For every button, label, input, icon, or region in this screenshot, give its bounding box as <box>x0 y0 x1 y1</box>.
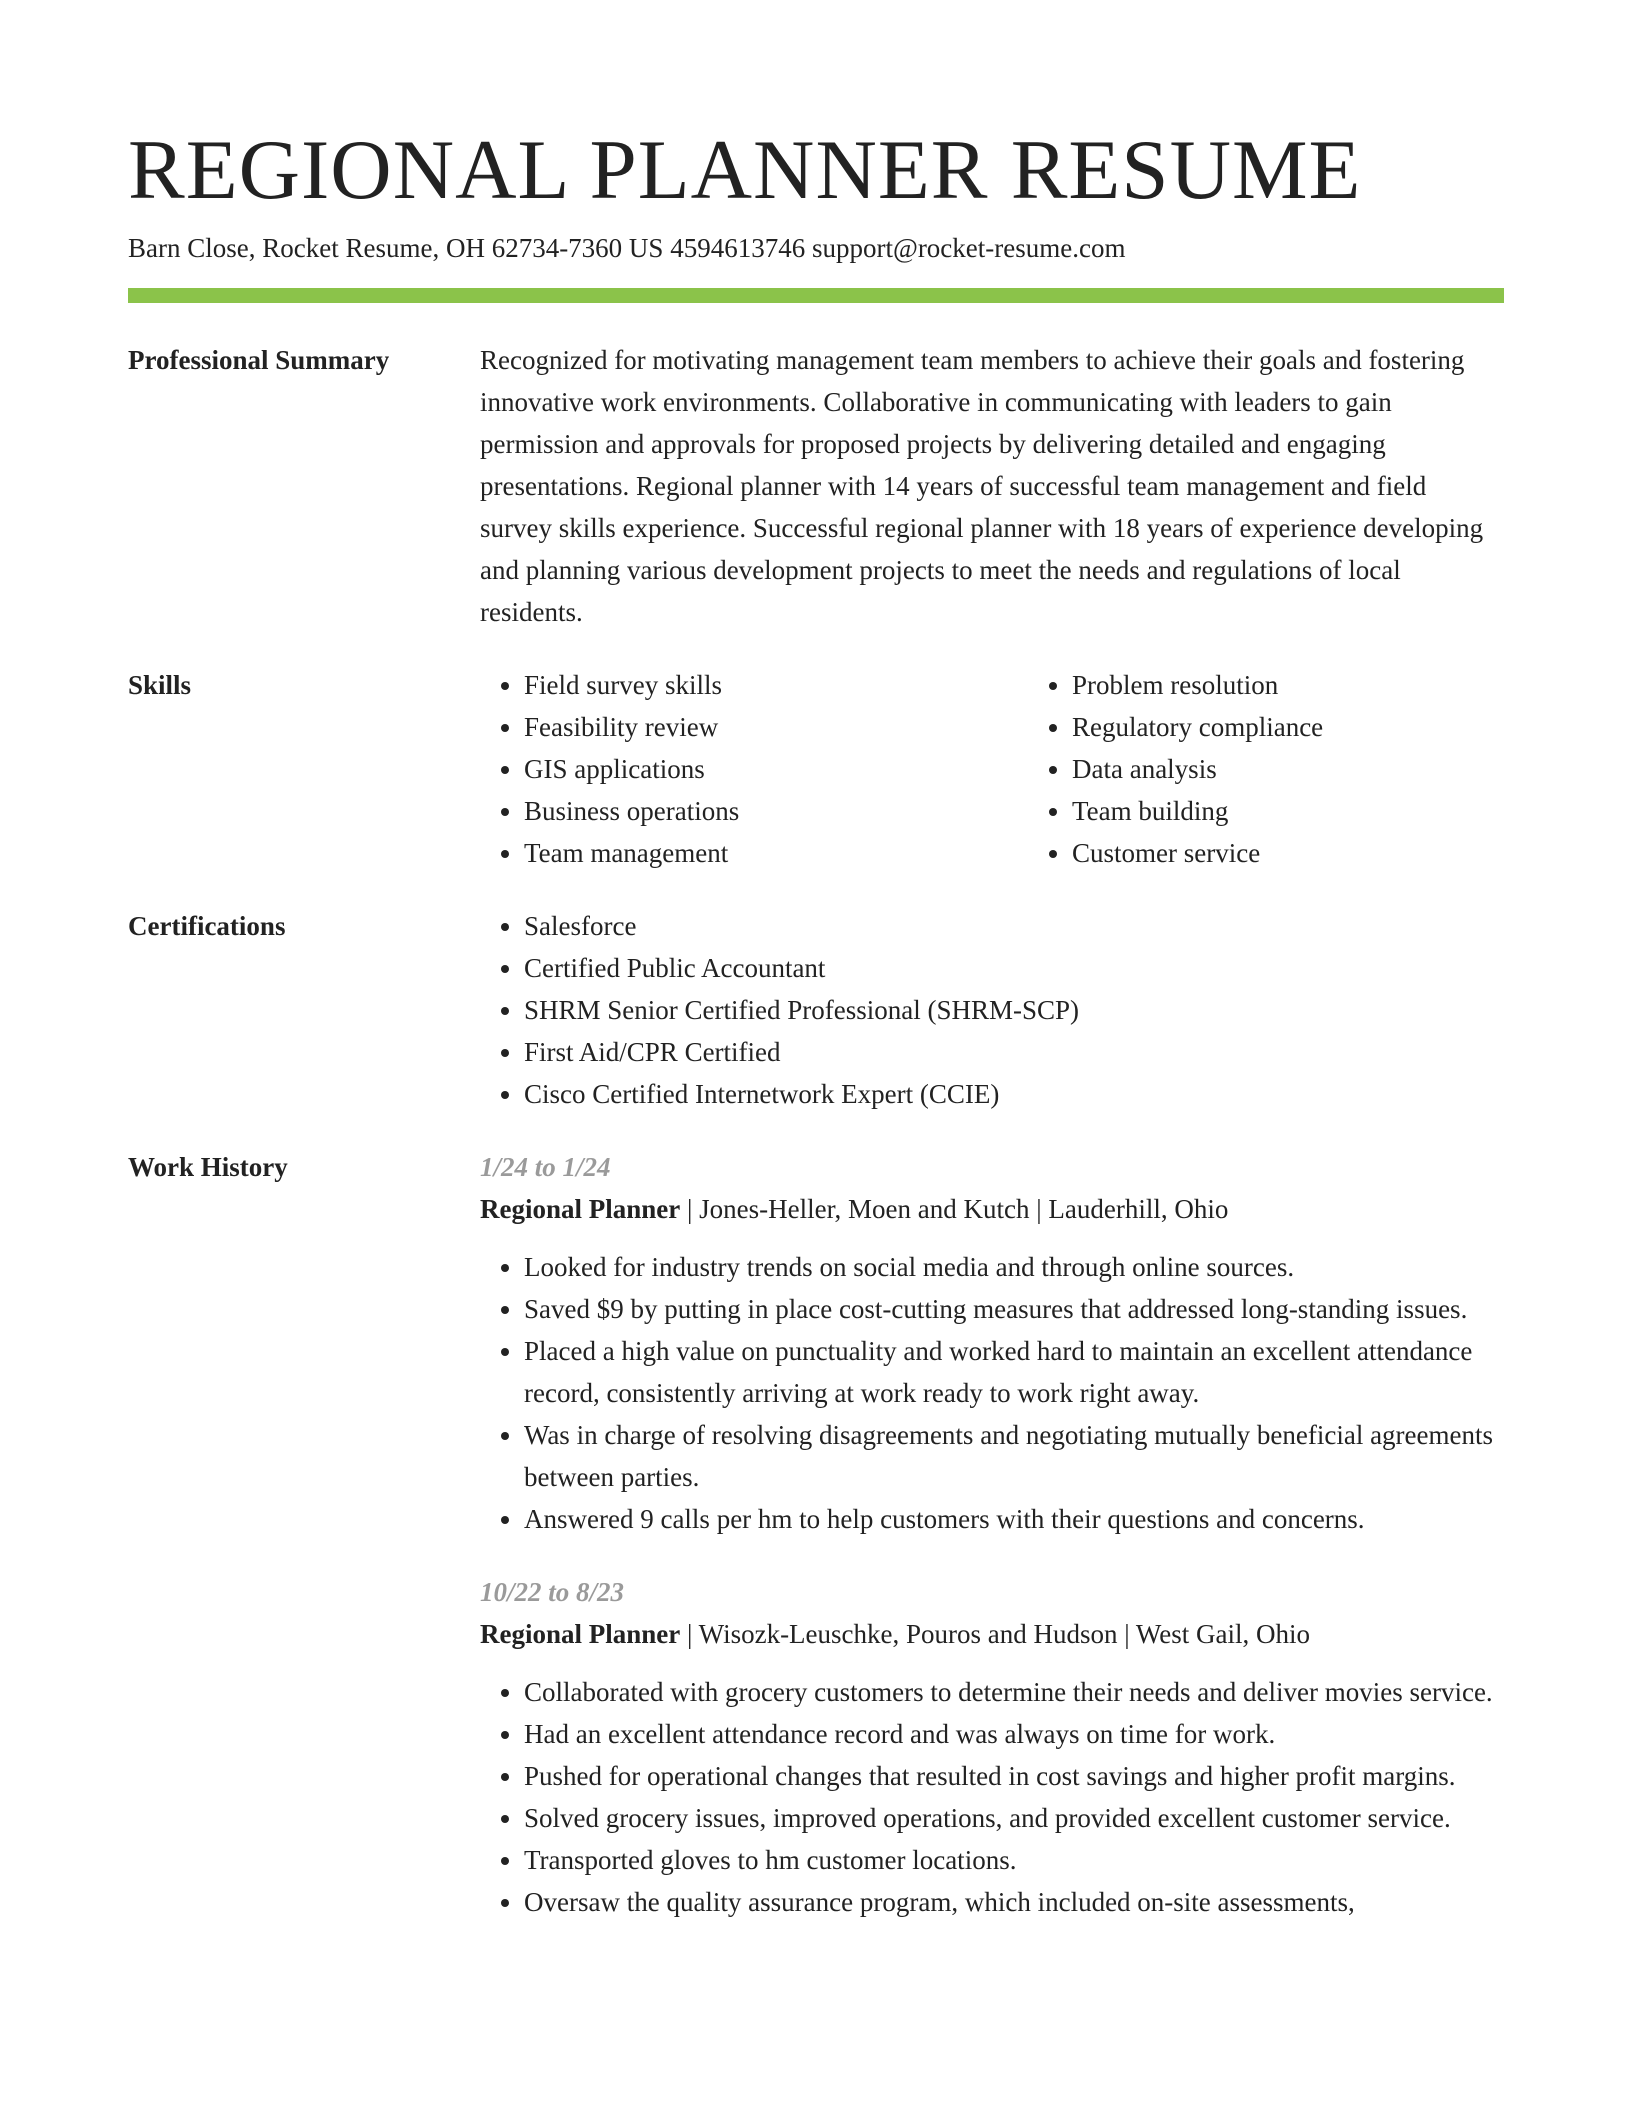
job-heading <box>480 1188 1504 1230</box>
job-details: | Jones-Heller, Moen and Kutch | Lauderhill, Ohio <box>680 1194 1229 1224</box>
certification-item: • SHRM Senior Certified Professional (SHRM-SCP) <box>524 989 1504 1031</box>
skill-item: • Field survey skills <box>524 664 1028 706</box>
accent-divider <box>128 288 1504 303</box>
summary-text: Recognized for motivating management team members to achieve their goals and fostering innovative work environments. Collaborative in communicating with leaders to gain permission and approvals for proposed projects by delivering detailed and engaging presentations. Regional planner with 14 years of successful team management and field survey skills experience. Successful regional planner with 18 years of experience developing and planning various development projects to meet the needs and regulations of local residents. <box>480 345 1484 627</box>
skills-list-left <box>480 664 1028 874</box>
job-details: | Wisozk-Leuschke, Pouros and Hudson | West Gail, Ohio <box>680 1619 1310 1649</box>
job-title: Regional Planner <box>480 1194 681 1224</box>
job-bullet-list <box>480 1246 1504 1540</box>
job-bullet-list <box>480 1671 1504 1923</box>
certification-item: • Cisco Certified Internetwork Expert (CCIE) <box>524 1073 1504 1115</box>
skill-item: • Data analysis <box>1072 748 1576 790</box>
job-entry <box>480 1146 1504 1540</box>
job-dates: 1/24 to 1/24 <box>480 1152 611 1182</box>
resume-title: REGIONAL PLANNER RESUME <box>128 123 1362 217</box>
skills-body <box>480 664 1576 874</box>
job-bullet: • Saved $9 by putting in place cost-cutting measures that addressed long-standing issues. <box>524 1288 1504 1330</box>
skill-item: • Problem resolution <box>1072 664 1576 706</box>
certifications-section <box>128 905 1504 1115</box>
skills-section <box>128 664 1504 874</box>
job-bullet: • Was in charge of resolving disagreements and negotiating mutually beneficial agreements between parties. <box>524 1414 1504 1498</box>
skills-list-right <box>1028 664 1576 874</box>
certification-item: • Certified Public Accountant <box>524 947 1504 989</box>
section-label-skills: Skills <box>128 670 192 700</box>
summary-section <box>128 339 1504 633</box>
job-heading <box>480 1613 1504 1655</box>
job-bullet: • Solved grocery issues, improved operations, and provided excellent customer service. <box>524 1797 1504 1839</box>
skill-item: • Team management <box>524 832 1028 874</box>
job-title: Regional Planner <box>480 1619 681 1649</box>
certifications-list <box>480 905 1504 1115</box>
skill-item: • Business operations <box>524 790 1028 832</box>
summary-body <box>480 339 1504 633</box>
job-bullet: • Placed a high value on punctuality and worked hard to maintain an excellent attendance record, consistently arriving at work ready to work right away. <box>524 1330 1504 1414</box>
work-history-section <box>128 1146 1504 1923</box>
job-bullet: • Transported gloves to hm customer locations. <box>524 1839 1504 1881</box>
job-bullet: • Answered 9 calls per hm to help customers with their questions and concerns. <box>524 1498 1504 1540</box>
job-bullet: • Collaborated with grocery customers to determine their needs and deliver movies service. <box>524 1671 1504 1713</box>
skill-item: • Team building <box>1072 790 1576 832</box>
job-bullet: • Pushed for operational changes that resulted in cost savings and higher profit margins. <box>524 1755 1504 1797</box>
job-bullet: • Oversaw the quality assurance program, which included on-site assessments, <box>524 1881 1504 1923</box>
certification-item: • Salesforce <box>524 905 1504 947</box>
skill-item: • GIS applications <box>524 748 1028 790</box>
job-entry <box>480 1571 1504 1923</box>
skill-item: • Feasibility review <box>524 706 1028 748</box>
job-bullet: • Looked for industry trends on social media and through online sources. <box>524 1246 1504 1288</box>
certifications-body <box>480 905 1504 1115</box>
certification-item: • First Aid/CPR Certified <box>524 1031 1504 1073</box>
section-label-summary: Professional Summary <box>128 345 390 375</box>
skill-item: • Customer service <box>1072 832 1576 874</box>
section-label-certifications: Certifications <box>128 911 286 941</box>
job-bullet: • Had an excellent attendance record and was always on time for work. <box>524 1713 1504 1755</box>
work-history-body <box>480 1146 1504 1923</box>
section-label-work-history: Work History <box>128 1152 288 1182</box>
contact-line: Barn Close, Rocket Resume, OH 62734-7360 US 4594613746 support@rocket-resume.com <box>128 233 1126 263</box>
skill-item: • Regulatory compliance <box>1072 706 1576 748</box>
resume-page <box>128 120 1504 1923</box>
job-dates: 10/22 to 8/23 <box>480 1577 625 1607</box>
